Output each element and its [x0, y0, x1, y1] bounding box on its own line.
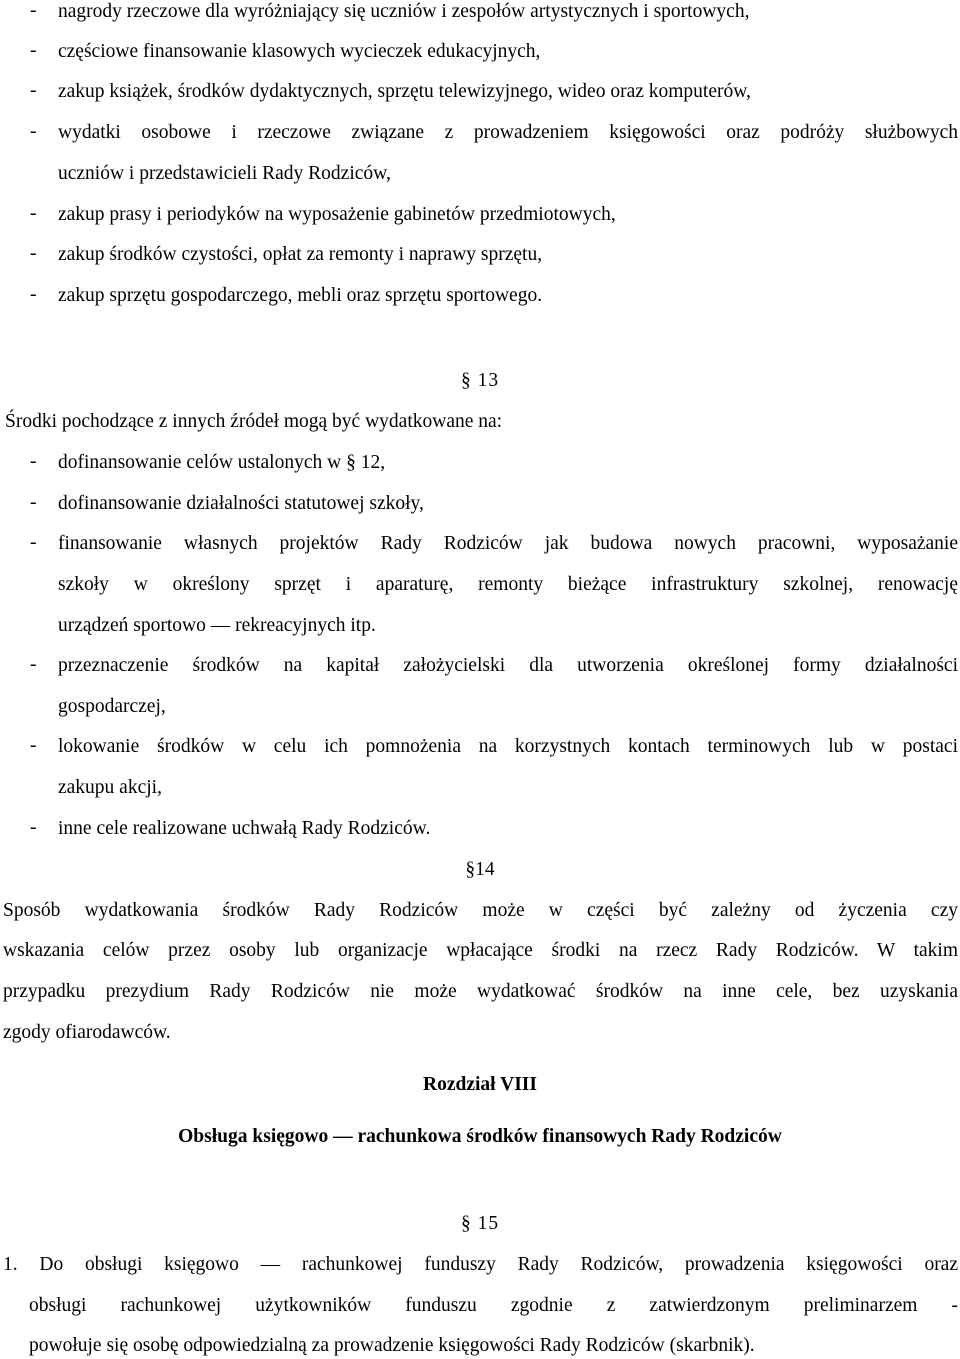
list-bullet: -: [30, 203, 37, 224]
list-item: lokowanie środków w celu ich pomnożenia na korzystnych kontach terminowych lub w postaci: [58, 736, 958, 757]
list-bullet: -: [30, 532, 37, 553]
section-heading-15: § 15: [460, 1213, 500, 1234]
list-bullet: -: [30, 492, 37, 513]
list-item-continuation: zakupu akcji,: [58, 777, 162, 798]
list-item-continuation: szkoły w określony sprzęt i aparaturę, remonty bieżące infrastruktury szkolnej, renowację: [58, 574, 958, 595]
paragraph-line: Sposób wydatkowania środków Rady Rodziców może w części być zależny od życzenia czy: [3, 900, 958, 921]
paragraph-line: przypadku prezydium Rady Rodziców nie może wydatkować środków na inne cele, bez uzyskania: [3, 981, 958, 1002]
list-item: częściowe finansowanie klasowych wycieczek edukacyjnych,: [58, 41, 541, 62]
list-item: zakup sprzętu gospodarczego, mebli oraz sprzętu sportowego.: [58, 285, 543, 306]
section-heading-13: § 13: [460, 370, 500, 391]
list-bullet: -: [30, 40, 37, 61]
list-bullet: -: [30, 0, 37, 21]
section-13-intro: Środki pochodzące z innych źródeł mogą być wydatkowane na:: [5, 411, 503, 432]
list-bullet: -: [30, 735, 37, 756]
list-bullet: -: [30, 284, 37, 305]
list-item-continuation: gospodarczej,: [58, 696, 166, 717]
paragraph-line: wskazania celów przez osoby lub organizacje wpłacające środki na rzecz Rady Rodziców. W takim: [3, 940, 958, 961]
list-item: dofinansowanie celów ustalonych w § 12,: [58, 452, 386, 473]
paragraph-line: zgody ofiarodawców.: [3, 1022, 171, 1043]
chapter-subtitle: Obsługa księgowo — rachunkowa środków finansowych Rady Rodziców: [178, 1126, 782, 1147]
list-bullet: -: [30, 80, 37, 101]
list-bullet: -: [30, 243, 37, 264]
paragraph-line: 1. Do obsługi księgowo — rachunkowej funduszy Rady Rodziców, prowadzenia księgowości oraz: [3, 1254, 958, 1275]
list-bullet: -: [30, 451, 37, 472]
list-bullet: -: [30, 121, 37, 142]
list-item: zakup prasy i periodyków na wyposażenie gabinetów przedmiotowych,: [58, 204, 616, 225]
section-heading-14: §14: [465, 859, 495, 880]
list-item-continuation: uczniów i przedstawicieli Rady Rodziców,: [58, 163, 391, 184]
list-item: dofinansowanie działalności statutowej szkoły,: [58, 493, 424, 514]
list-bullet: -: [30, 817, 37, 838]
chapter-title: Rozdział VIII: [423, 1074, 537, 1095]
list-item: zakup książek, środków dydaktycznych, sprzętu telewizyjnego, wideo oraz komputerów,: [58, 81, 751, 102]
list-item-continuation: urządzeń sportowo — rekreacyjnych itp.: [58, 615, 376, 636]
list-bullet: -: [30, 654, 37, 675]
list-item: inne cele realizowane uchwałą Rady Rodziców.: [58, 818, 431, 839]
paragraph-line: powołuje się osobę odpowiedzialną za prowadzenie księgowości Rady Rodziców (skarbnik).: [29, 1335, 755, 1356]
list-item: wydatki osobowe i rzeczowe związane z prowadzeniem księgowości oraz podróży służbowych: [58, 122, 958, 143]
list-item: zakup środków czystości, opłat za remonty i naprawy sprzętu,: [58, 244, 543, 265]
paragraph-line: obsługi rachunkowej użytkowników funduszu zgodnie z zatwierdzonym preliminarzem -: [29, 1295, 958, 1316]
list-item: nagrody rzeczowe dla wyróżniający się uczniów i zespołów artystycznych i sportowych,: [58, 1, 750, 22]
list-item: finansowanie własnych projektów Rady Rodziców jak budowa nowych pracowni, wyposażanie: [58, 533, 958, 554]
list-item: przeznaczenie środków na kapitał założycielski dla utworzenia określonej formy działalności: [58, 655, 958, 676]
